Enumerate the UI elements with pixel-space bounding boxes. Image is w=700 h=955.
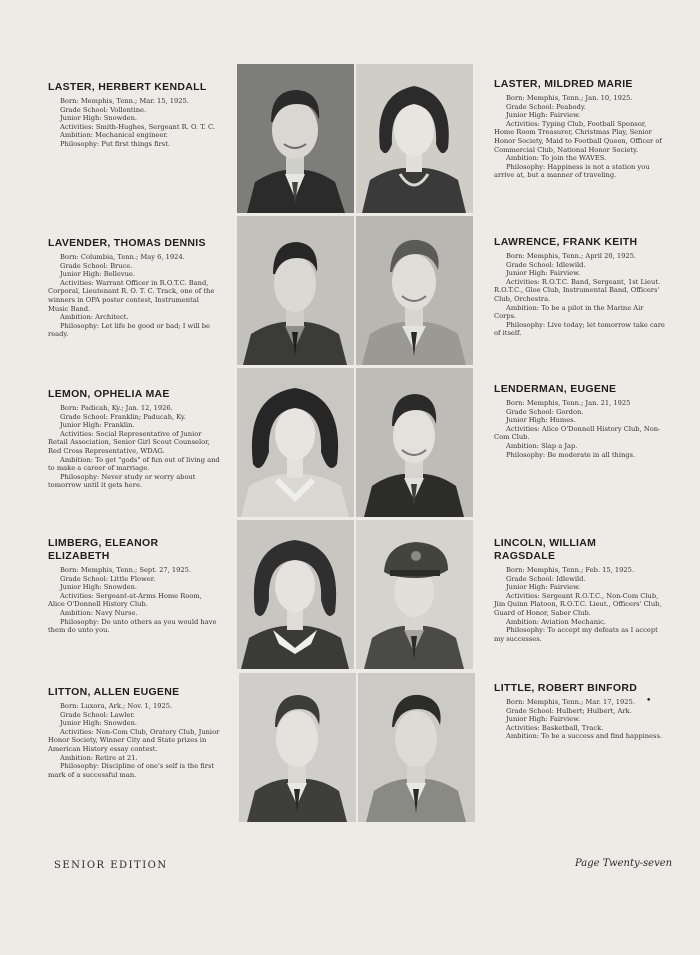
student-name: LITTON, ALLEN EUGENE bbox=[48, 686, 180, 698]
bio-grade-school: Grade School: Little Flower. bbox=[60, 574, 156, 583]
student-name: LAVENDER, THOMAS DENNIS bbox=[48, 237, 206, 249]
student-name: LASTER, HERBERT KENDALL bbox=[48, 81, 207, 93]
bio-junior-high: Junior High: Fairview. bbox=[506, 269, 581, 278]
bio-limberg-eleanor bbox=[48, 537, 220, 635]
bio-litton-allen bbox=[48, 686, 220, 779]
bio-activities: Activities: Alice O'Donnell History Club, Non-Com Club. bbox=[494, 424, 661, 442]
bio-activities: Activities: Smith-Hughes, Sergeant R. O. T. C. bbox=[60, 122, 216, 131]
student-name: LEMON, OPHELIA MAE bbox=[48, 388, 170, 400]
bio-born: Born: Luxora, Ark.; Nov. 1, 1925. bbox=[60, 702, 173, 710]
bio-ambition: Ambition: Navy Nurse. bbox=[60, 608, 138, 617]
bio-lemon-ophelia bbox=[48, 388, 220, 490]
student-name: LASTER, MILDRED MARIE bbox=[494, 78, 633, 90]
bio-grade-school: Grade School: Idlewild. bbox=[506, 260, 586, 269]
student-name: LINCOLN, WILLIAM RAGSDALE bbox=[494, 537, 597, 562]
bio-grade-school: Grade School: Peabody. bbox=[506, 102, 586, 111]
bio-ambition: Ambition: To be a success and find happiness. bbox=[506, 732, 662, 741]
bio-ambition: Ambition: Architect. bbox=[60, 313, 129, 322]
bio-lincoln-william bbox=[494, 537, 666, 643]
bio-ambition: Ambition: Mechanical engineer. bbox=[60, 131, 168, 140]
bio-philosophy: Philosophy: To accept my defeats as I accept my successes. bbox=[494, 626, 658, 643]
bio-born: Born: Memphis, Tenn.; Mar. 15, 1925. bbox=[60, 97, 189, 105]
bio-grade-school: Grade School: Vollentine. bbox=[60, 105, 147, 114]
bio-philosophy: Philosophy: Let life be good or bad; I will be ready. bbox=[48, 321, 211, 339]
bio-laster-mildred bbox=[494, 78, 666, 180]
bio-born: Born: Columbia, Tenn.; May 6, 1924. bbox=[60, 253, 185, 261]
bio-philosophy: Philosophy: Put first things first. bbox=[60, 139, 171, 148]
bio-grade-school: Grade School: Bruce. bbox=[60, 261, 133, 270]
bio-junior-high: Junior High: Snowden. bbox=[60, 114, 138, 123]
bio-junior-high: Junior High: Snowden. bbox=[60, 583, 138, 592]
portrait-lavender-thomas bbox=[237, 216, 354, 365]
portrait-lincoln-william bbox=[356, 520, 473, 669]
portrait-laster-mildred bbox=[356, 64, 473, 213]
bio-activities: Activities: R.O.T.C. Band, Sergeant, 1st Lieut. R.O.T.C., Glee Club, Instrumental Band, Officers' Club, Orchestra. bbox=[494, 277, 661, 303]
bio-grade-school: Grade School: Franklin; Paducah, Ky. bbox=[60, 412, 186, 421]
bio-ambition: Ambition: Aviation Mechanic. bbox=[506, 617, 607, 626]
bio-ambition: Ambition: To get "gods" of fun out of living and to make a career of marriage. bbox=[48, 455, 220, 473]
bio-philosophy: Philosophy: Do unto others as you would have them do unto you. bbox=[48, 617, 217, 635]
portrait-lawrence-frank bbox=[356, 216, 473, 365]
bio-junior-high: Junior High: Fairview. bbox=[506, 583, 581, 592]
bio-junior-high: Junior High: Fairview. bbox=[506, 111, 581, 120]
bio-activities: Activities: Non-Com Club, Oratory Club, Junior Honor Society, Winner City and State prizes in American History essay contest. bbox=[48, 727, 220, 753]
bio-junior-high: Junior High: Fairview. bbox=[506, 715, 581, 724]
portrait-little-robert bbox=[358, 673, 475, 822]
bio-junior-high: Junior High: Snowden. bbox=[60, 719, 138, 728]
bio-lawrence-frank bbox=[494, 236, 666, 338]
bio-activities: Activities: Sergeant-at-Arms Home Room, Alice O'Donnell History Club. bbox=[48, 591, 202, 609]
portrait-litton-allen bbox=[239, 673, 356, 822]
portrait-laster-herbert bbox=[237, 64, 354, 213]
bio-ambition: Ambition: Retire at 21. bbox=[60, 753, 138, 762]
bio-activities: Activities: Social Representative of Junior Retail Association, Senior Girl Scout Counselor, Red Cross Representative, WDAG. bbox=[48, 429, 210, 455]
bio-junior-high: Junior High: Humes. bbox=[506, 416, 576, 425]
bio-activities: Activities: Sergeant R.O.T.C., Non-Com Club, Jim Quinn Platoon, R.O.T.C. Lieut., Officers' Club, Guard of Honor, Saber Club. bbox=[494, 591, 662, 617]
student-name: LAWRENCE, FRANK KEITH bbox=[494, 236, 638, 248]
bio-born: Born: Memphis, Tenn.; Jan. 10, 1925. bbox=[506, 94, 633, 102]
student-name: LITTLE, ROBERT BINFORD bbox=[494, 682, 638, 694]
bio-junior-high: Junior High: Bellevue. bbox=[60, 270, 135, 279]
student-name: LENDERMAN, EUGENE bbox=[494, 383, 617, 395]
bio-ambition: Ambition: Slap a Jap. bbox=[506, 441, 578, 450]
bio-grade-school: Grade School: Hulbert; Hulbert, Ark. bbox=[506, 706, 632, 715]
portrait-lenderman-eugene bbox=[356, 368, 473, 517]
bio-grade-school: Grade School: Lawler. bbox=[60, 710, 135, 719]
bio-born: Born: Padicah, Ky.; Jan. 12, 1926. bbox=[60, 404, 173, 412]
bio-ambition: Ambition: To join the WAVES. bbox=[506, 154, 607, 163]
bio-born: Born: Memphis, Tenn.; April 20, 1925. bbox=[506, 252, 637, 260]
portrait-lemon-ophelia bbox=[237, 368, 354, 517]
ink-dot: • bbox=[646, 696, 652, 706]
footer-edition: SENIOR EDITION bbox=[54, 860, 168, 871]
bio-born: Born: Memphis, Tenn.; Feb. 15, 1925. bbox=[506, 566, 635, 574]
bio-little-robert bbox=[494, 682, 666, 741]
bio-activities: Activities: Typing Club, Football Sponsor, Home Room Treasurer, Christmas Play, Senior Honor Society, Maid to Football Queen, Officer of Commercial Club, National Honor Society. bbox=[494, 119, 662, 154]
bio-philosophy: Philosophy: Discipline of one's self is the first mark of a successful man. bbox=[48, 762, 215, 779]
bio-laster-herbert bbox=[48, 81, 220, 149]
bio-junior-high: Junior High: Franklin. bbox=[60, 421, 135, 430]
bio-activities: Activities: Warrant Officer in R.O.T.C. Band, Corporal, Lieutenant R. O. T. C. Track, one of the winners in OPA poster contest, Instrumental Music Band. bbox=[48, 278, 215, 313]
bio-ambition: Ambition: To be a pilot in the Marine Air Corps. bbox=[494, 303, 644, 321]
bio-grade-school: Grade School: Idlewild. bbox=[506, 574, 586, 583]
bio-born: Born: Memphis, Tenn.; Jan. 21, 1925 bbox=[506, 399, 631, 407]
bio-philosophy: Philosophy: Be moderate in all things. bbox=[506, 450, 636, 459]
bio-philosophy: Philosophy: Happiness is not a station you arrive at, but a manner of traveling. bbox=[494, 162, 650, 180]
footer-page-number: Page Twenty-seven bbox=[575, 858, 673, 869]
bio-lavender-thomas bbox=[48, 237, 220, 339]
student-name: LIMBERG, ELEANOR ELIZABETH bbox=[48, 537, 159, 562]
bio-philosophy: Philosophy: Never study or worry about tomorrow until it gets here. bbox=[48, 472, 196, 490]
bio-grade-school: Grade School: Gordon. bbox=[506, 407, 584, 416]
bio-born: Born: Memphis, Tenn.; Sept. 27, 1925. bbox=[60, 566, 192, 574]
bio-philosophy: Philosophy: Live today; let tomorrow take care of itself. bbox=[494, 320, 665, 338]
bio-born: Born: Memphis, Tenn.; Mar. 17, 1925. bbox=[506, 698, 635, 706]
bio-lenderman-eugene bbox=[494, 383, 666, 459]
bio-activities: Activities: Basketball, Track. bbox=[506, 723, 604, 732]
portrait-limberg-eleanor bbox=[237, 520, 354, 669]
